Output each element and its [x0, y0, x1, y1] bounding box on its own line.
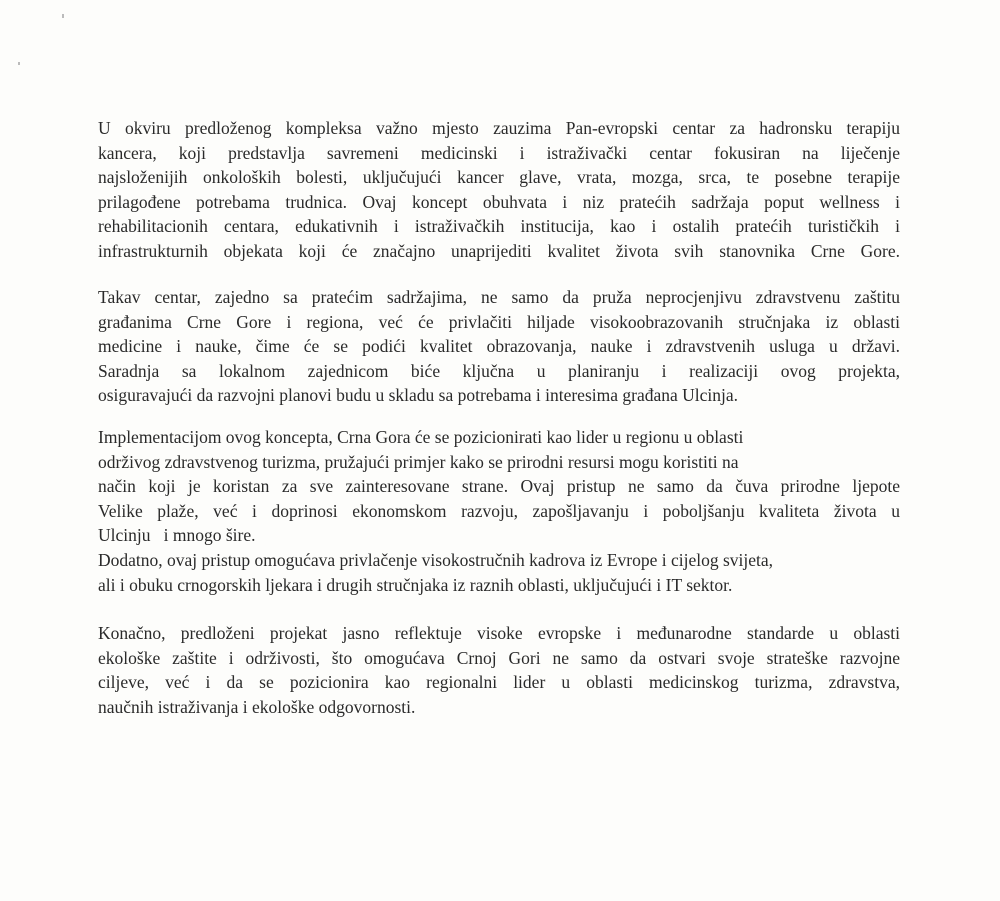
- text-line: Saradnja sa lokalnom zajednicom biće ključna u planiranju i realizaciji ovog projekta,: [98, 360, 900, 381]
- text-line: građanima Crne Gore i regiona, već će privlačiti hiljade visokoobrazovanih stručnjaka iz oblasti: [98, 311, 900, 332]
- text-line: ali i obuku crnogorskih ljekara i drugih stručnjaka iz raznih oblasti, uključujući i IT sektor.: [98, 574, 733, 595]
- scan-speck: [18, 62, 20, 65]
- paragraph-3: [98, 425, 900, 597]
- paragraph-1: [98, 116, 900, 264]
- text-line: kancera, koji predstavlja savremeni medicinski i istraživački centar fokusiran na liječenje: [98, 142, 900, 163]
- paragraph-4: [98, 621, 900, 719]
- text-line: prilagođene potrebama trudnica. Ovaj koncept obuhvata i niz pratećih sadržaja poput wellness i: [98, 191, 900, 212]
- text-line: medicine i nauke, čime će se podići kvalitet obrazovanja, nauke i zdravstvenih usluga u državi.: [98, 336, 900, 357]
- text-line: U okviru predloženog kompleksa važno mjesto zauzima Pan-evropski centar za hadronsku terapiju: [98, 118, 900, 138]
- text-line: Ulcinju i mnogo šire.: [98, 525, 256, 546]
- text-line: Implementacijom ovog koncepta, Crna Gora će se pozicionirati kao lider u regionu u oblasti: [98, 427, 744, 447]
- text-line: osiguravajući da razvojni planovi budu u skladu sa potrebama i interesima građana Ulcinja.: [98, 385, 739, 406]
- text-line: infrastrukturnih objekata koji će značajno unaprijediti kvalitet života svih stanovnika Crne Gore.: [98, 240, 900, 261]
- text-line: najsloženijih onkoloških bolesti, uključujući kancer glave, vrata, mozga, srca, te posebne terapije: [98, 167, 900, 188]
- text-line: rehabilitacionih centara, edukativnih i istraživačkih institucija, kao i ostalih pratećih turističkih i: [98, 216, 900, 237]
- text-line: Takav centar, zajedno sa pratećim sadržajima, ne samo da pruža neprocjenjivu zdravstvenu zaštitu: [98, 287, 900, 307]
- text-line: način koji je koristan za sve zainteresovane strane. Ovaj pristup ne samo da čuva prirodne ljepote: [98, 476, 900, 497]
- text-line: ekološke zaštite i održivosti, što omogućava Crnoj Gori ne samo da ostvari svoje strateške razvojne: [98, 647, 900, 668]
- text-line: održivog zdravstvenog turizma, pružajući primjer kako se prirodni resursi mogu koristiti na: [98, 451, 739, 472]
- paragraph-2: [98, 285, 900, 408]
- text-line: naučnih istraživanja i ekološke odgovornosti.: [98, 696, 416, 717]
- text-line: Konačno, predloženi projekat jasno reflektuje visoke evropske i međunarodne standarde u oblasti: [98, 623, 900, 643]
- scan-speck: [62, 14, 64, 18]
- text-line: Dodatno, ovaj pristup omogućava privlačenje visokostručnih kadrova iz Evrope i cijelog svijeta,: [98, 549, 774, 570]
- text-line: Velike plaže, već i doprinosi ekonomskom razvoju, zapošljavanju i poboljšanju kvaliteta života u: [98, 500, 900, 521]
- text-line: ciljeve, već i da se pozicionira kao regionalni lider u oblasti medicinskog turizma, zdravstva,: [98, 672, 900, 693]
